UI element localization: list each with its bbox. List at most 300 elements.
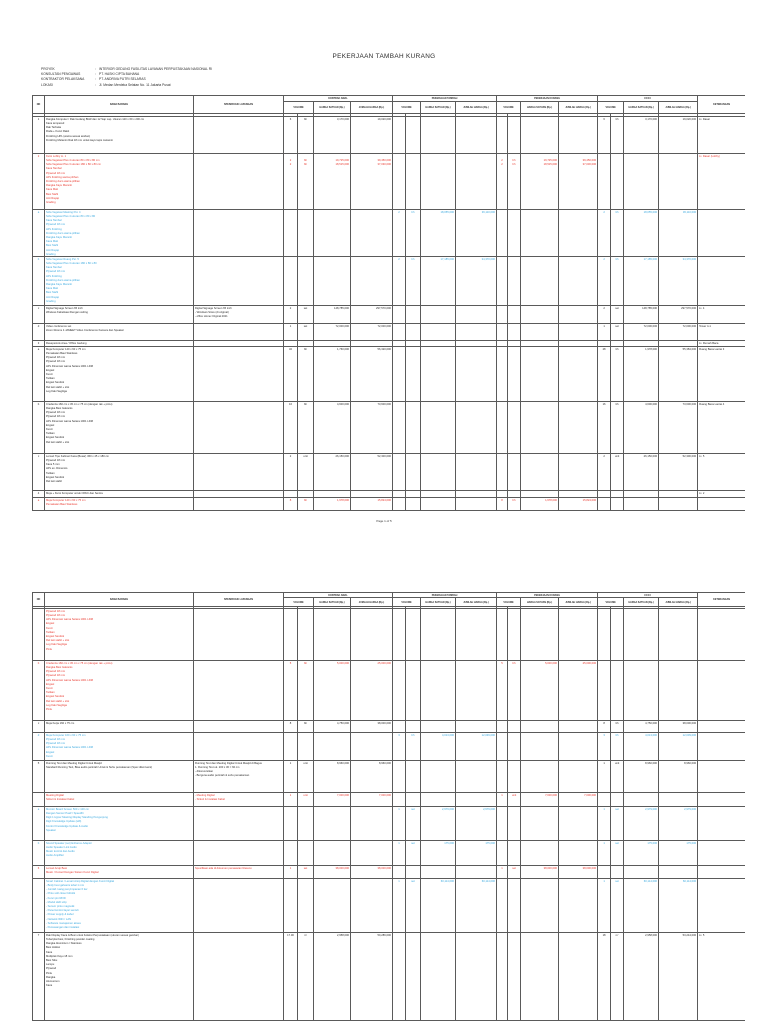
group-header-kontrak: KONTRAK AWAL [284,593,393,598]
kontrak-unit-price [314,721,351,733]
item-name-line: Roda + Kunci Rakit [46,130,70,134]
cco-volume [598,324,611,341]
tambah-volume [393,761,406,793]
item-name-line: Kontrol Knowledge Update & Audio [46,824,88,828]
cco-volume [598,210,611,257]
cco-total-price-header: JUMLAH HARGA (Rp.) [659,598,698,607]
cco-unit [611,841,624,866]
kurang-volume-header: VOLUME [497,598,521,607]
cco-unit-price [624,454,659,491]
item-no-line: c [37,306,40,310]
cco-unit-price [624,841,659,866]
item-no [33,491,45,498]
cco-total-price-line: 52,300,000 [682,454,697,458]
item-name-line: Meja Komputer 160 x 60 x 75 cm [46,733,86,737]
kurang-volume-line: 1 [501,866,503,870]
item-name-line: Plywood 18 mm [46,415,66,419]
project-info [41,67,212,88]
cco-total-price-line: 72,000,000 [682,324,697,328]
kontrak-unit-line: bh [304,721,307,725]
cco-unit [611,609,624,661]
item-name-line: Rel laci stabil + slot [46,440,70,444]
item-no [33,306,45,324]
cco-unit [611,761,624,793]
document-title: PEKERJAAN TAMBAH KURANG [332,53,436,60]
tambah-unit [406,402,421,454]
kontrak-unit-price-line: 1,978,000 [337,498,349,502]
cco-unit-price-line: 4,013,000 [645,733,658,737]
work-item-table [32,95,745,511]
item-name-line: HPL Dimensio warna Setara 1001 LDM [46,618,93,622]
item-name [45,841,194,866]
kontrak-unit-price-line: 4,600,000 [337,402,349,406]
cco-volume-line: 2 [603,454,605,458]
item-name-line: Meja Komputer 140 x 60 x 75 cm [46,498,86,502]
tambah-volume [393,661,406,721]
cco-unit [611,879,624,933]
kontrak-unit [298,661,314,721]
cco-volume-line: 8 [603,721,605,725]
kurang-volume [497,454,508,491]
item-name-line: Engsel Sendok [46,475,65,479]
item-name-line: Rangka Komputer / Rak Gudang BGR dan 12 Sap Lap. Ukuran 120 x 60 x 200 cm [46,117,145,121]
kurang-volume-line: 2 [501,163,503,166]
kurang-unit-price-line: 38,000,000 [543,866,558,870]
col-header-spec: SPESIFIKASI LAPANGAN [194,96,284,114]
remark [698,257,745,306]
item-name-line: Plywood 18 mm [46,270,66,274]
kontrak-volume [284,347,298,402]
kontrak-unit-price [314,210,351,257]
kurang-unit [508,347,521,402]
item-no [33,154,45,210]
item-name-line: Kunci [46,754,53,758]
cco-total-price-line: 73,600,000 [682,402,697,406]
kurang-total-price [559,793,598,807]
cco-volume [598,117,611,154]
kurang-volume [497,402,508,454]
kontrak-total-price [351,154,393,210]
table-row [33,761,746,793]
kurang-total-price-line: 15,824,000 [582,498,597,502]
table-row [33,306,746,324]
cco-unit-line: set [615,841,619,845]
item-name-line: - Panel kontrol layar sentuh [46,909,79,913]
kontrak-volume [284,661,298,721]
tambah-total-price [456,793,497,807]
cco-volume [598,841,611,866]
tambah-unit-price [421,454,456,491]
item-name-line: Engsel [46,750,55,754]
item-spec [194,498,284,511]
item-name-line: Speaker [46,828,57,832]
item-name-line: Pintu [46,971,53,975]
remark-line: Ruang Baca Lantai 3 [699,347,725,351]
col-header-name: NAMA BARANG [45,593,194,607]
cco-unit-line: unit [614,761,620,765]
cco-unit-price-line: 1,978,000 [645,347,658,351]
tambah-unit-price [421,154,456,210]
item-name-line: Kaca 5 mm [46,463,60,467]
cco-unit-price [624,210,659,257]
item-name-line: Rak Display Kaca & Besi untuk Koleksi Perpustakaan (ukuran sesuai gambar) [46,933,139,937]
tambah-volume [393,807,406,841]
tambah-unit-price-line: 175,000 [444,841,454,845]
remark [698,841,745,866]
kurang-unit-price [521,661,559,721]
kontrak-volume [284,402,298,454]
item-name-line: Kunci [46,428,53,432]
tambah-volume [393,879,406,933]
kontrak-volume [284,498,298,511]
kontrak-unit [298,402,314,454]
kurang-unit [508,841,521,866]
cco-total-price-line: 12,039,000 [682,733,697,737]
col-header-no: NO [33,96,45,114]
item-spec-line: Running Text dan Meeting Digital Untuk Masjid di Bagus [195,761,262,765]
kontrak-total-price [351,491,393,498]
kontrak-total-price [351,257,393,306]
cco-unit [611,454,624,491]
tambah-volume-line: 3 [398,733,400,737]
col-header-name: NAMA BARANG [45,96,194,114]
cco-unit [611,933,624,1021]
cco-unit [611,154,624,210]
item-name-line: Grading [46,299,56,303]
tambah-unit-price [421,933,456,1021]
item-spec-line: - Meeting Digital [195,793,215,797]
kontrak-unit-price [314,257,351,306]
kontrak-unit-price-line: 2,958,000 [337,933,349,937]
cco-volume [598,402,611,454]
tambah-unit-price-header: HARGA SATUAN (Rp.) [421,102,456,114]
cco-total-price-line: 19,020,000 [682,117,697,121]
kontrak-unit-price-line: 26,150,000 [335,454,349,458]
item-name [45,117,194,154]
kurang-unit [508,454,521,491]
item-name-line: Alumunium [46,980,60,984]
kurang-volume [497,306,508,324]
item-name-line: Rel laci stabil [46,480,62,484]
item-name-line: Pintu [46,708,53,712]
kontrak-total-price-line: 37,030,000 [377,163,391,166]
kontrak-unit [298,154,314,210]
kontrak-volume [284,879,298,933]
kurang-total-price [559,733,598,761]
item-name-line: Digital Signage Screen 65 inch [46,306,83,310]
item-name-line: Tebal plat besi, Finishing powder coating [46,938,95,941]
kurang-unit-price [521,491,559,498]
item-no [33,257,45,306]
kurang-total-price [559,210,598,257]
item-no [33,793,45,807]
kontrak-total-price [351,721,393,733]
tambah-unit [406,933,421,1021]
cco-unit-price-line: 60,114,000 [643,879,658,883]
kontrak-unit-line: bh [304,158,307,162]
item-name-line: Multiplek Kayu 18 mm [46,954,73,958]
kurang-unit-line: bh [512,498,516,502]
item-name [45,793,194,807]
kontrak-unit-line: bh [304,163,307,166]
item-name-line: - Body besi galvanis tebal 1 mm [46,884,85,887]
kontrak-volume [284,733,298,761]
remark [698,879,745,933]
tambah-unit [406,117,421,154]
item-name-line: - Kunci pin RFID [46,896,66,900]
item-name-line: Rangka [46,975,56,979]
tambah-unit [406,154,421,210]
item-no [33,721,45,733]
tambah-total-price [456,721,497,733]
item-name-line: Rangka Besi Galvanis [46,666,73,669]
kurang-volume [497,609,508,661]
kontrak-volume [284,807,298,841]
group-header-cco: CCO I [598,96,698,102]
kontrak-unit-price [314,306,351,324]
kurang-unit [508,324,521,341]
remark [698,609,745,661]
cco-volume-line: 3 [603,733,605,737]
item-no [33,841,45,866]
tambah-unit [406,841,421,866]
tambah-volume [393,117,406,154]
remark [698,661,745,721]
kurang-unit [508,402,521,454]
kontrak-volume-line: 1 [289,793,292,797]
cco-unit-price [624,154,659,210]
info-value: PT. ANDRIVA PUTRI SELARAS [99,77,146,82]
item-name-line: Sofa Vegetasi Plus 4 ukuran 80 x 80 x 80 [46,215,96,218]
item-no-line: a [37,347,40,351]
kontrak-unit-price [314,933,351,1021]
cco-unit [611,661,624,721]
kontrak-unit-price-header: HARGA SATUAN (Rp.) [314,102,351,114]
item-name-line: Engsel [46,368,55,372]
cco-unit-price-line: 72,000,000 [643,324,658,328]
kurang-unit-price [521,347,559,402]
table-page-2 [32,592,745,1024]
kontrak-unit-price [314,402,351,454]
cco-unit [611,498,624,511]
item-name-line: Credenza 160 cm x 45 cm x 75 cm (dengan rak + pintu) [46,402,113,406]
tambah-total-price [456,257,497,306]
cco-unit-price-line: 26,150,000 [643,454,658,458]
table-row [33,324,746,341]
kurang-total-price [559,933,598,1021]
item-name-line: Leg Kaki Segitiga [46,643,67,647]
kurang-total-price-line: 37,030,000 [582,163,597,166]
kurang-unit-price [521,324,559,341]
kurang-unit-price [521,498,559,511]
tambah-total-price-line: 34,370,000 [481,257,496,261]
item-no [33,879,45,933]
item-no-line: d [37,733,40,737]
cco-unit-price [624,609,659,661]
cco-volume [598,761,611,793]
cco-volume-header: VOLUME [598,102,624,114]
col-header-remark: KETERANGAN [698,593,745,607]
kurang-unit-line: set [512,866,516,870]
item-no [33,661,45,721]
item-name-line: Rangka Kayu Meranti [46,184,72,188]
kurang-volume [497,733,508,761]
table-row [33,257,746,306]
tambah-unit [406,733,421,761]
cco-total-price [659,609,698,661]
cco-unit-price [624,324,659,341]
cco-unit-price [624,491,659,498]
cco-unit-line: bh [615,347,619,351]
cco-unit-price [624,347,659,402]
kurang-unit-price-line: 5,000,000 [545,661,558,665]
kontrak-volume [284,933,298,1021]
kontrak-unit-line: bh [304,402,307,406]
item-spec [194,347,284,402]
cco-volume-line: 1 [603,807,605,811]
kurang-unit-price [521,454,559,491]
cco-total-price-line: 60,114,000 [682,879,697,883]
item-name-line: Rel laci stabil + slot [46,385,70,389]
tambah-volume [393,257,406,306]
kurang-unit [508,609,521,661]
cco-volume [598,721,611,733]
item-spec [194,841,284,866]
kontrak-unit-price [314,761,351,793]
item-spec [194,879,284,933]
kontrak-total-price [351,807,393,841]
item-spec [194,761,284,793]
item-spec [194,491,284,498]
group-header-kurang: PEKERJAAN KURANG [497,96,598,102]
item-name-line: Tarikan [46,630,55,634]
tambah-total-price [456,491,497,498]
info-label: PROYEK [41,67,55,71]
info-label: KONTRAKTOR PELAKSANA [41,77,85,82]
cco-total-price [659,117,698,154]
tambah-unit-price [421,661,456,721]
kontrak-volume [284,609,298,661]
tambah-unit-price [421,257,456,306]
item-name-line: Audio Speaker Link Audio [46,846,77,849]
cco-volume-line: 1 [603,879,605,883]
kontrak-unit-line: m' [304,933,307,937]
item-name-line: HPL finishing [46,227,62,231]
item-name-line: Leg Kaki Segitiga [46,703,67,707]
tambah-unit [406,609,421,661]
cco-total-price [659,257,698,306]
tambah-unit-price-line: 18,055,000 [440,210,454,214]
cco-unit-line: m' [615,933,619,937]
remark-line: Lt. 5 [699,454,705,458]
kurang-unit-price [521,257,559,306]
kurang-total-price-line: 39,450,000 [582,158,597,162]
item-name [45,257,194,306]
tambah-unit [406,661,421,721]
kurang-unit-price-line: 18,515,000 [543,163,558,166]
tambah-total-price [456,761,497,793]
kontrak-volume [284,793,298,807]
cco-volume [598,306,611,324]
kurang-total-price-header: JUMLAH HARGA (Rp.) [559,102,598,114]
item-name [45,402,194,454]
tambah-volume [393,306,406,324]
kontrak-total-price-line: 7,000,000 [379,793,391,797]
cco-unit [611,733,624,761]
kontrak-total-price [351,117,393,154]
kurang-total-price [559,491,598,498]
tambah-total-price [456,661,497,721]
remark [698,347,745,402]
col-header-remark: KETERANGAN [698,96,745,114]
item-no-line: 2 [37,154,40,158]
item-name-line: Running Text dan Meeting Digital Untuk Masjid [46,761,102,765]
cco-total-price [659,733,698,761]
col-header-spec: SPESIFIKASI LAPANGAN [194,593,284,607]
tambah-unit [406,866,421,879]
kontrak-unit-price-line: 72,000,000 [335,324,349,328]
tambah-volume [393,721,406,733]
kurang-unit [508,257,521,306]
cco-total-price-header: JUMLAH HARGA (Rp.) [659,102,698,114]
cco-total-price-line: 175,000 [686,841,697,845]
item-name-line: Anti Rayap [46,295,60,299]
tambah-unit-price [421,721,456,733]
item-spec-line: - office Home Original 2021 [195,315,228,319]
cco-total-price [659,154,698,210]
tambah-unit-line: bh [411,733,415,737]
kontrak-total-price [351,879,393,933]
item-name-line: Kaca [46,950,53,954]
info-separator: : [95,82,96,87]
kurang-unit [508,491,521,498]
item-name-line: Plywood [46,967,57,971]
remark [698,721,745,733]
item-no [33,933,45,1021]
remark-line: Lt. 5 [699,933,705,937]
tambah-total-price [456,933,497,1021]
tambah-total-price-line: 2,979,000 [483,807,496,811]
kontrak-unit-line: bh [304,347,307,351]
table-row [33,498,746,511]
kontrak-unit [298,347,314,402]
cco-total-price [659,402,698,454]
page-number: Page 1 of 5 [376,519,392,523]
kontrak-total-price-line: 38,000,000 [377,721,391,725]
kontrak-unit [298,733,314,761]
kurang-unit-price [521,761,559,793]
item-name-line: Finishing Melamin Rak 18 mm untuk kayu lapis melamin [46,138,114,142]
item-name-line: Pintu [46,647,53,651]
table-row [33,210,746,257]
item-no-line: c [37,454,40,458]
tambah-volume [393,454,406,491]
item-no [33,324,45,341]
item-name-line: Mesin kontrol dan Audio [46,850,75,854]
cco-total-price [659,866,698,879]
cco-volume [598,807,611,841]
item-name-line: Rak Terbuka [46,126,62,130]
kontrak-volume-line: 1 [289,761,292,765]
kurang-volume [497,761,508,793]
cco-unit-price-header: HARGA SATUAN (Rp.) [624,102,659,114]
remark [698,454,745,491]
kontrak-unit-price [314,154,351,210]
cco-unit-price-line: 2,958,000 [645,933,658,937]
kontrak-unit [298,117,314,154]
tambah-volume [393,402,406,454]
item-no-line: c [37,721,40,725]
